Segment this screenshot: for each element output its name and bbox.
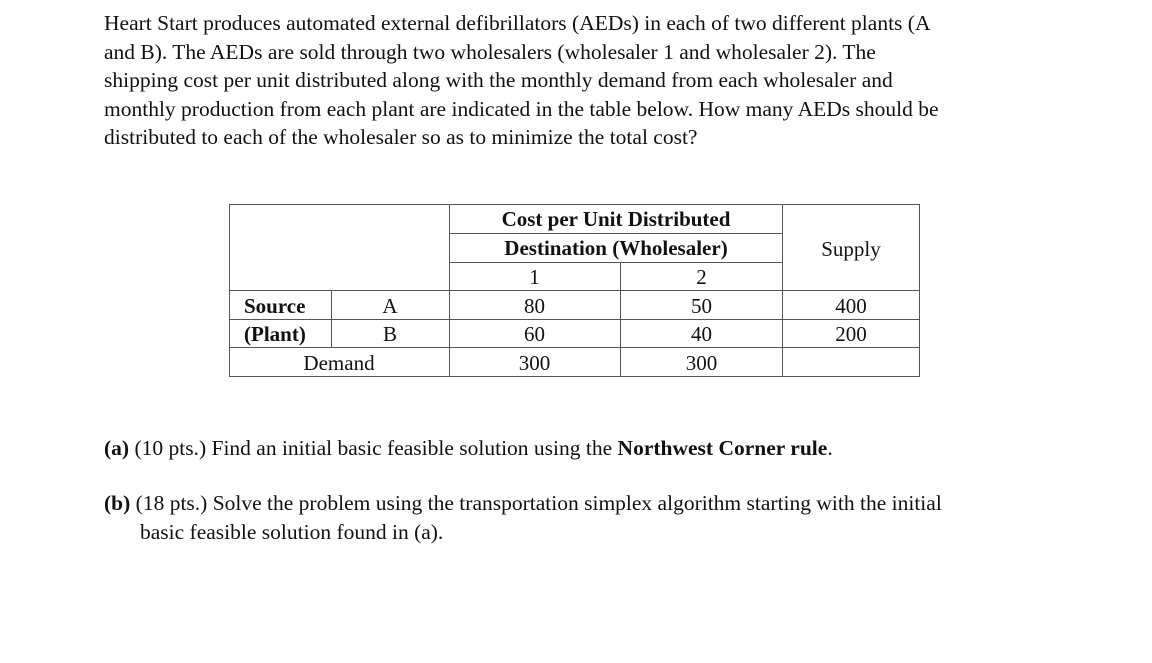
question-b [104,489,1064,546]
question-a-end: . [827,436,833,460]
destination-2-header: 2 [696,265,707,289]
table-rule [449,262,783,263]
intro-line: and B). The AEDs are sold through two wholesalers (wholesaler 1 and wholesaler 2). The [104,39,876,64]
table-border-right [919,204,920,377]
question-a-text: (10 pts.) Find an initial basic feasible solution using the [129,436,618,460]
table-border-bottom [229,376,920,377]
cost-b-2: 40 [691,322,712,346]
table-rule [229,347,920,348]
question-a-emphasis: Northwest Corner rule [617,436,828,460]
demand-2: 300 [685,351,718,375]
supply-header: Supply [821,237,881,261]
demand-1: 300 [518,351,551,375]
plant-b-label: B [382,322,397,346]
question-b-label: (b) [104,491,131,515]
question-b-text: (18 pts.) Solve the problem using the transportation simplex algorithm starting with the initial [130,491,942,515]
question-b-continuation: basic feasible solution found in (a). [140,519,444,544]
table-header-subtitle: Destination (Wholesaler) [504,236,728,260]
supply-b: 200 [835,322,867,346]
table-rule [449,233,783,234]
destination-1-header: 1 [529,265,540,289]
plant-label: (Plant) [244,322,306,346]
plant-a-label: A [382,294,398,318]
supply-a: 400 [835,294,867,318]
table-border-top [229,204,920,205]
table-rule [229,319,920,320]
cost-a-1: 80 [524,294,545,318]
question-a-label: (a) [104,436,130,460]
cost-b-1: 60 [524,322,545,346]
problem-statement [104,9,1064,152]
intro-line: distributed to each of the wholesaler so as to minimize the total cost? [104,125,698,149]
intro-line: Heart Start produces automated external defibrillators (AEDs) in each of two different plants (A [104,11,931,35]
intro-line: monthly production from each plant are indicated in the table below. How many AEDs should be [104,96,939,121]
table-rule [229,290,920,291]
source-label: Source [244,294,306,318]
cost-a-2: 50 [691,294,712,318]
demand-label: Demand [303,351,375,375]
question-a [104,434,1064,463]
table-header-title: Cost per Unit Distributed [501,207,731,231]
intro-line: shipping cost per unit distributed along with the monthly demand from each wholesaler and [104,68,893,92]
